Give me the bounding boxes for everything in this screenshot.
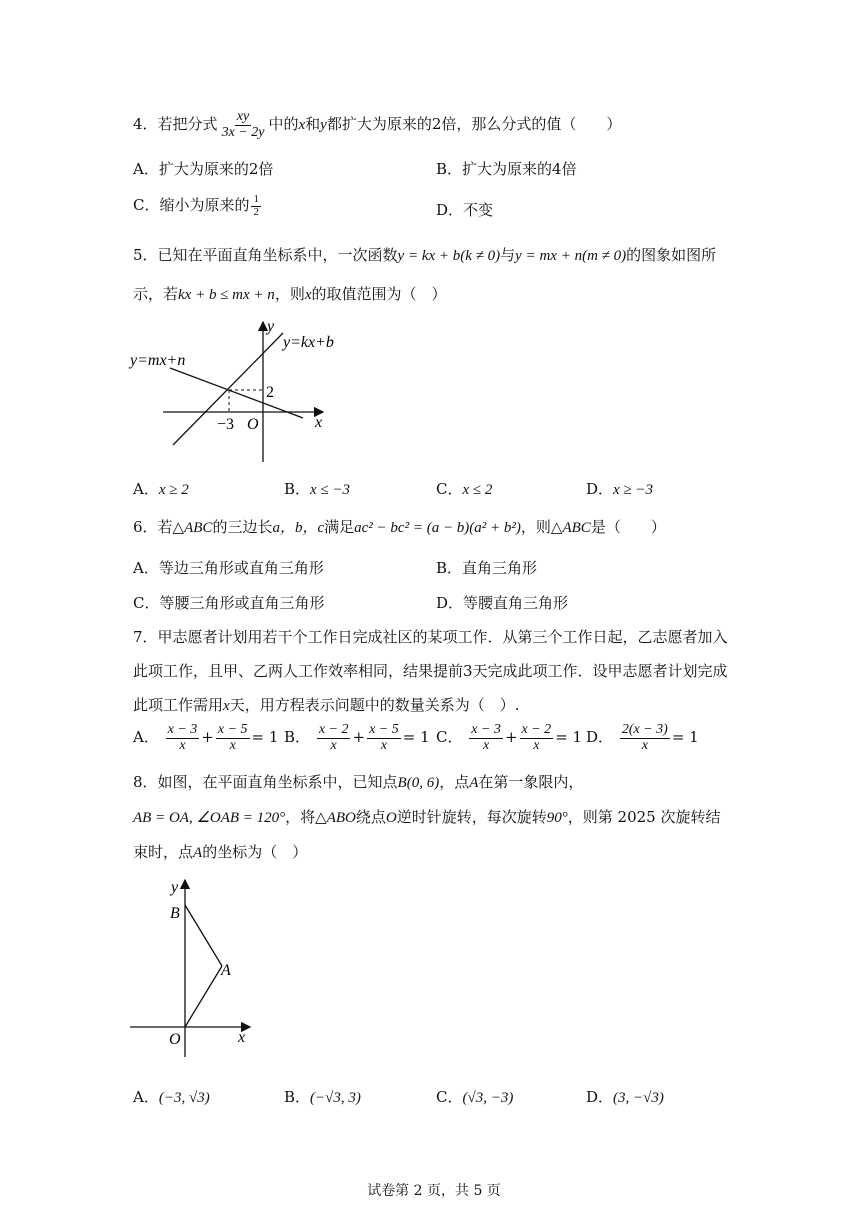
q6-option-b: B．直角三角形	[436, 559, 538, 577]
q6-text-4: ，则△	[520, 518, 563, 536]
q6-triangle-abc-2: ABC	[562, 520, 591, 536]
q6-stem	[133, 516, 666, 537]
q5-cond-m: (m ≠ 0)	[582, 248, 627, 264]
q6-text-5: 是（ ）	[590, 518, 666, 536]
q7-b-num1: x − 2	[318, 722, 349, 737]
q5-x-label: x	[315, 414, 323, 431]
q8-graph	[125, 872, 265, 1057]
q7-var-x: x	[223, 698, 230, 714]
q8-option-c	[436, 1086, 513, 1107]
q5-tick-2: 2	[266, 384, 274, 401]
q5-option-b-expr: x ≤ −3	[310, 482, 351, 498]
q7-option-b-frac1	[317, 723, 351, 753]
q4-stem	[133, 110, 621, 140]
q5-text-4: ，则	[274, 285, 305, 303]
q7-b-rhs: = 1	[402, 728, 430, 747]
q5-y-label: y	[267, 318, 275, 335]
q8-degree: 90°	[546, 810, 568, 826]
q7-c-rhs: = 1	[555, 728, 583, 747]
q4-var-x: x	[298, 117, 306, 134]
page-footer: 试卷第 2 页，共 5 页	[367, 1183, 501, 1199]
q7-b-plus: +	[352, 728, 366, 747]
q6-option-d: D．等腰直角三角形	[436, 594, 569, 612]
q4-option-c	[133, 194, 263, 218]
q5-stem-line1	[133, 244, 716, 265]
q7-option-d	[586, 723, 699, 753]
q5-label-k: y=kx+b	[283, 334, 334, 351]
q5-func-m: y = mx + n	[515, 248, 583, 264]
q8-point-b: B(0, 6)	[397, 775, 440, 791]
q8-option-b-letter: B．	[284, 1088, 311, 1106]
q5-graph	[125, 315, 340, 465]
q8-text-3: 在第一象限内，	[478, 773, 584, 791]
q7-c-num1: x − 3	[471, 722, 501, 737]
q6-text-3: 满足	[324, 518, 355, 536]
q8-line2	[133, 806, 720, 827]
q7-d-rhs: = 1	[671, 728, 699, 747]
q5-text-with: 与	[500, 246, 516, 264]
q5-text-3: 示，若	[133, 285, 179, 303]
q7-a-plus: +	[201, 728, 214, 747]
q8-point-o: O	[385, 810, 397, 826]
q5-option-c-expr: x ≤ 2	[462, 482, 493, 498]
q8-text-8: 束时，点	[133, 843, 194, 861]
q7-b-den2: x	[380, 737, 387, 753]
q8-option-d-letter: D．	[586, 1088, 614, 1106]
q4-option-c-numerator: 1	[253, 193, 259, 205]
q5-option-c	[436, 478, 492, 499]
q6-option-a: A．等边三角形或直角三角形	[133, 559, 324, 577]
q7-d-num: 2(x − 3)	[621, 722, 668, 737]
q7-a-num1: x − 3	[167, 722, 198, 737]
q7-option-c	[436, 723, 582, 753]
q8-y-label: y	[171, 879, 179, 896]
q8-point-a: A	[469, 775, 479, 791]
q8-option-a-expr: (−3, √3)	[158, 1090, 210, 1106]
q8-option-a	[133, 1086, 210, 1107]
q8-text-4: ，将△	[285, 808, 327, 826]
q4-option-a: A．扩大为原来的2倍	[133, 160, 274, 178]
q8-segment-ba	[185, 905, 222, 966]
q7-option-a-letter: A．	[133, 728, 159, 747]
q7-d-den: x	[641, 737, 648, 753]
q6-text-2: 的三边长	[212, 518, 273, 536]
q7-a-rhs: = 1	[251, 728, 279, 747]
q5-func-k: y = kx + b	[397, 248, 461, 264]
q5-option-a-expr: x ≥ 2	[158, 482, 189, 498]
q5-option-a-letter: A．	[133, 480, 159, 498]
q5-option-b	[284, 478, 350, 499]
q5-option-d	[586, 478, 653, 499]
q8-origin-label: O	[169, 1031, 181, 1048]
q7-option-c-frac1	[469, 723, 503, 753]
q8-text-6: 逆时针旋转，每次旋转	[396, 808, 547, 826]
q6-vars: a，b，c	[272, 520, 325, 536]
q5-text-2: 的图象如图所	[626, 246, 717, 264]
q7-line3-pre: 此项工作需用	[133, 696, 224, 714]
q8-option-d-expr: (3, −√3)	[613, 1090, 664, 1106]
q6-triangle-abc: ABC	[184, 520, 213, 536]
q8-text-1: 8．如图，在平面直角坐标系中，已知点	[133, 773, 398, 791]
q7-a-den2: x	[229, 737, 236, 753]
q8-segment-ao	[185, 966, 222, 1027]
q4-fraction-denominator: 3x − 2y	[221, 124, 265, 140]
q4-option-b: B．扩大为原来的4倍	[436, 160, 577, 178]
q8-option-b	[284, 1086, 361, 1107]
q5-origin-label: O	[247, 416, 259, 433]
q6-option-c: C．等腰三角形或直角三角形	[133, 594, 325, 612]
q5-option-a	[133, 478, 189, 499]
q6-equation: ac² − bc² = (a − b)(a² + b²)	[354, 520, 521, 536]
q7-option-a	[133, 723, 278, 753]
q5-text-1: 5．已知在平面直角坐标系中，一次函数	[133, 246, 398, 264]
q7-c-den2: x	[533, 737, 540, 753]
q4-fraction	[220, 110, 267, 140]
q8-option-c-letter: C．	[436, 1088, 463, 1106]
q7-option-d-letter: D．	[586, 728, 614, 747]
q8-line3	[133, 841, 307, 862]
q5-line-m	[170, 368, 303, 418]
q6-text-1: 6．若△	[133, 518, 185, 536]
q7-option-c-letter: C．	[436, 728, 463, 747]
q5-option-d-letter: D．	[586, 480, 614, 498]
q7-c-num2: x − 2	[521, 722, 552, 737]
q7-option-d-frac	[620, 723, 670, 753]
q7-b-den1: x	[330, 737, 337, 753]
q8-a-label: A	[221, 962, 231, 979]
q5-label-m: y=mx+n	[130, 352, 186, 369]
q4-option-c-text: C．缩小为原来的	[133, 196, 250, 215]
q5-text-5: 的取值范围为（ ）	[311, 285, 447, 303]
q7-line2: 此项工作，且甲、乙两人工作效率相同，结果提前3天完成此项工作．设甲志愿者计划完成	[133, 662, 728, 680]
q5-stem-line2	[133, 283, 447, 304]
q5-inequality: kx + b ≤ mx + n	[178, 287, 275, 303]
q8-option-c-expr: (√3, −3)	[462, 1090, 514, 1106]
q5-cond-k: (k ≠ 0)	[460, 248, 501, 264]
q4-option-c-fraction	[251, 194, 261, 218]
q7-c-den1: x	[482, 737, 490, 753]
q7-a-den1: x	[179, 737, 186, 753]
q7-option-b-letter: B．	[284, 728, 311, 747]
q5-tick-neg3: −3	[217, 416, 235, 433]
q8-condition: AB = OA, ∠OAB = 120°	[133, 810, 286, 826]
q4-option-d: D．不变	[436, 201, 494, 219]
q5-option-c-letter: C．	[436, 480, 463, 498]
q7-a-num2: x − 5	[217, 722, 248, 737]
q5-var-x: x	[304, 287, 312, 303]
q8-line1	[133, 771, 583, 792]
q7-line3	[133, 694, 519, 715]
q7-option-b-frac2	[367, 723, 401, 753]
q8-triangle-abo: ABO	[326, 810, 356, 826]
q4-text-and: 和	[305, 115, 321, 134]
q7-option-b	[284, 723, 430, 753]
q4-var-y: y	[320, 117, 327, 134]
q7-option-a-frac2	[216, 723, 250, 753]
q8-text-7: ，则第 2025 次旋转结	[567, 808, 721, 826]
q7-option-a-frac1	[166, 723, 200, 753]
q5-option-b-letter: B．	[284, 480, 311, 498]
q7-line3-post: 天，用方程表示问题中的数量关系为（ ）.	[229, 696, 520, 714]
q8-option-a-letter: A．	[133, 1088, 159, 1106]
q4-number: 4．	[133, 115, 158, 134]
q5-option-d-expr: x ≥ −3	[613, 482, 654, 498]
q4-text-pre: 若把分式	[157, 115, 218, 134]
q8-option-d	[586, 1086, 664, 1107]
q8-b-label: B	[170, 905, 180, 922]
q7-line1: 7．甲志愿者计划用若干个工作日完成社区的某项工作．从第三个工作日起，乙志愿者加入	[133, 628, 728, 646]
q4-fraction-numerator: xy	[236, 109, 250, 124]
q7-c-plus: +	[504, 728, 518, 747]
q8-text-9: 的坐标为（ ）	[202, 843, 308, 861]
q8-x-label: x	[238, 1029, 246, 1046]
q4-text-post: 都扩大为原来的2倍，那么分式的值（ ）	[326, 115, 622, 134]
q8-point-a-2: A	[193, 845, 203, 861]
q4-option-c-denominator: 2	[253, 205, 259, 218]
q8-option-b-expr: (−√3, 3)	[310, 1090, 361, 1106]
q8-text-5: 绕点	[355, 808, 386, 826]
q7-option-c-frac2	[520, 723, 554, 753]
q7-b-num2: x − 5	[369, 722, 399, 737]
q8-text-2: ，点	[439, 773, 470, 791]
q4-text-mid: 中的	[268, 115, 299, 134]
